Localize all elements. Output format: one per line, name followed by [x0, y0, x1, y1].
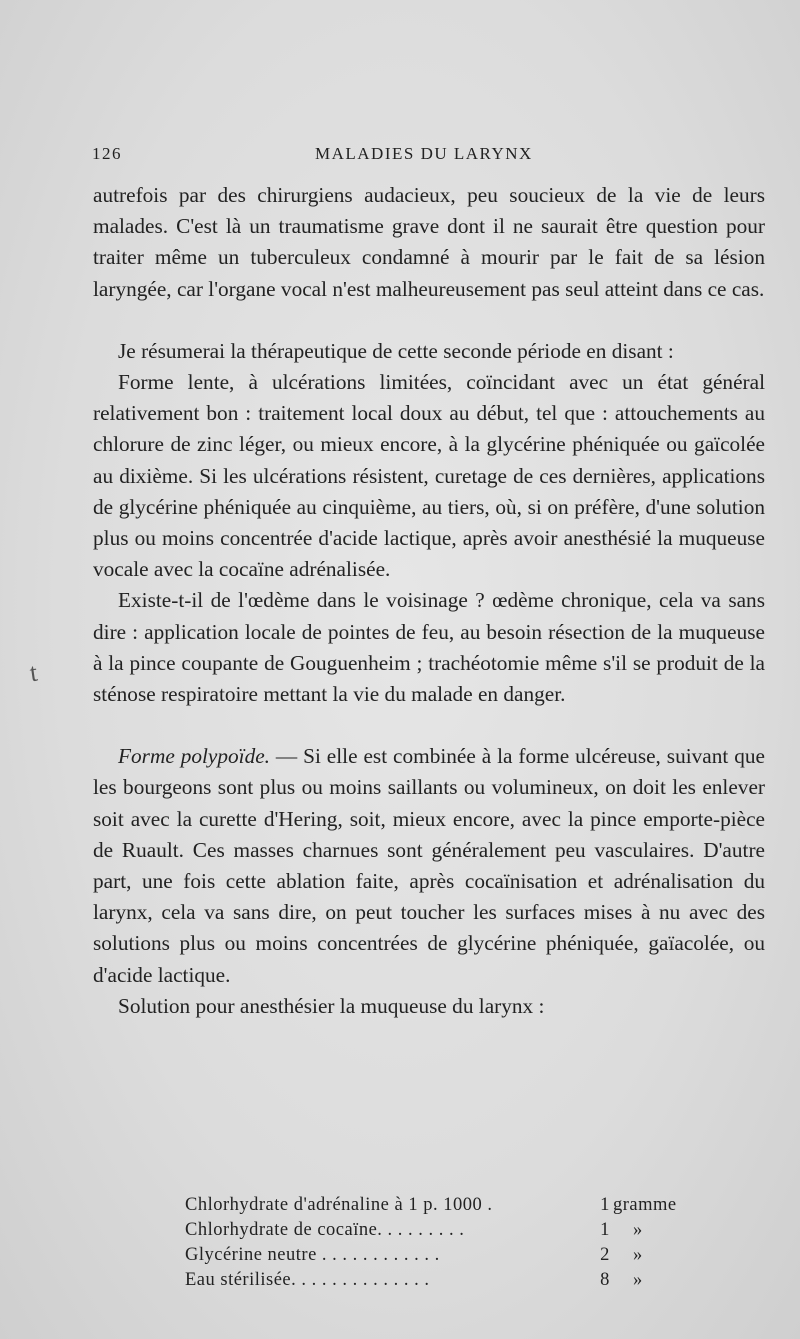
paragraph-continuation: autrefois par des chirurgiens audacieux, peu soucieux de la vie de leurs malades. C'est là un traumatisme grave dont il ne saurait être question pour traiter même un tuberculeux condamné à mourir par le fait de sa lésion laryngée, car l'organe vocal n'est malheureusement pas seul atteint dans ce cas. — [93, 183, 765, 301]
ingredient-quantity: 2 — [600, 1245, 610, 1265]
body-text — [93, 180, 765, 1022]
page-number: 126 — [92, 144, 122, 163]
paragraph-solution-intro: Solution pour anesthésier la muqueuse du larynx : — [118, 993, 545, 1018]
ingredient-name: Chlorhydrate d'adrénaline à 1 p. 1000 . — [185, 1195, 493, 1215]
formula-row — [185, 1268, 705, 1293]
ingredient-unit: » — [633, 1245, 643, 1265]
section-lead: Forme polypoïde. — [118, 744, 270, 769]
prescription-formula — [185, 1193, 705, 1293]
page-header — [92, 144, 770, 170]
ingredient-name: Eau stérilisée. . . . . . . . . . . . . . — [185, 1270, 430, 1290]
section-body: — Si elle est combinée à la forme ulcéreuse, suivant que les bourgeons sont plus ou moins saillants ou volumineux, on doit les enlever soit avec la curette d'Hering, soit, mieux encore, avec la pince emporte-pièce de Ruault. Ces masses charnues sont généralement peu vasculaires. D'autre part, une fois cette ablation faite, après cocaïnisation et adrénalisation du larynx, cela va sans dire, on peut toucher les surfaces mises à nu avec des solutions plus ou moins concentrées de glycérine phéniquée, gaïacolée, ou d'acide lactique. — [93, 744, 765, 987]
ingredient-quantity: 8 — [600, 1270, 610, 1290]
formula-row — [185, 1218, 705, 1243]
ingredient-name: Chlorhydrate de cocaïne. . . . . . . . . — [185, 1220, 465, 1240]
ingredient-unit: » — [633, 1220, 643, 1240]
paragraph-oedema: Existe-t-il de l'œdème dans le voisinage ? œdème chronique, cela va sans dire : application locale de pointes de feu, au besoin résection de la muqueuse à la pince coupante de Gouguenheim ; trachéotomie même s'il se produit de la sténose respiratoire mettant la vie du malade en danger. — [93, 588, 765, 707]
ingredient-name: Glycérine neutre . . . . . . . . . . . . — [185, 1245, 440, 1265]
formula-row — [185, 1243, 705, 1268]
paragraph-slow-form: Forme lente, à ulcérations limitées, coïncidant avec un état général relativement bon : traitement local doux au début, tel que : attouchements au chlorure de zinc léger, ou mieux encore, à la glycérine phéniquée ou gaïcolée au dixième. Si les ulcérations résistent, curetage de ces dernières, applications de glycérine phéniquée au cinquième, au tiers, où, si on préfère, d'une solution plus ou moins concentrée d'acide lactique, après avoir anesthésié la muqueuse vocale avec la cocaïne adrénalisée. — [93, 370, 765, 582]
running-head: MALADIES DU LARYNX — [315, 144, 533, 163]
paragraph-polypoid-form — [93, 741, 765, 991]
ingredient-quantity: 1 — [600, 1195, 610, 1215]
ingredient-quantity: 1 — [600, 1220, 610, 1240]
handwritten-margin-mark: t — [27, 657, 40, 688]
ingredient-unit: gramme — [613, 1195, 677, 1215]
formula-row — [185, 1193, 705, 1218]
paragraph-summary-intro: Je résumerai la thérapeutique de cette seconde période en disant : — [118, 338, 674, 363]
ingredient-unit: » — [633, 1270, 643, 1290]
